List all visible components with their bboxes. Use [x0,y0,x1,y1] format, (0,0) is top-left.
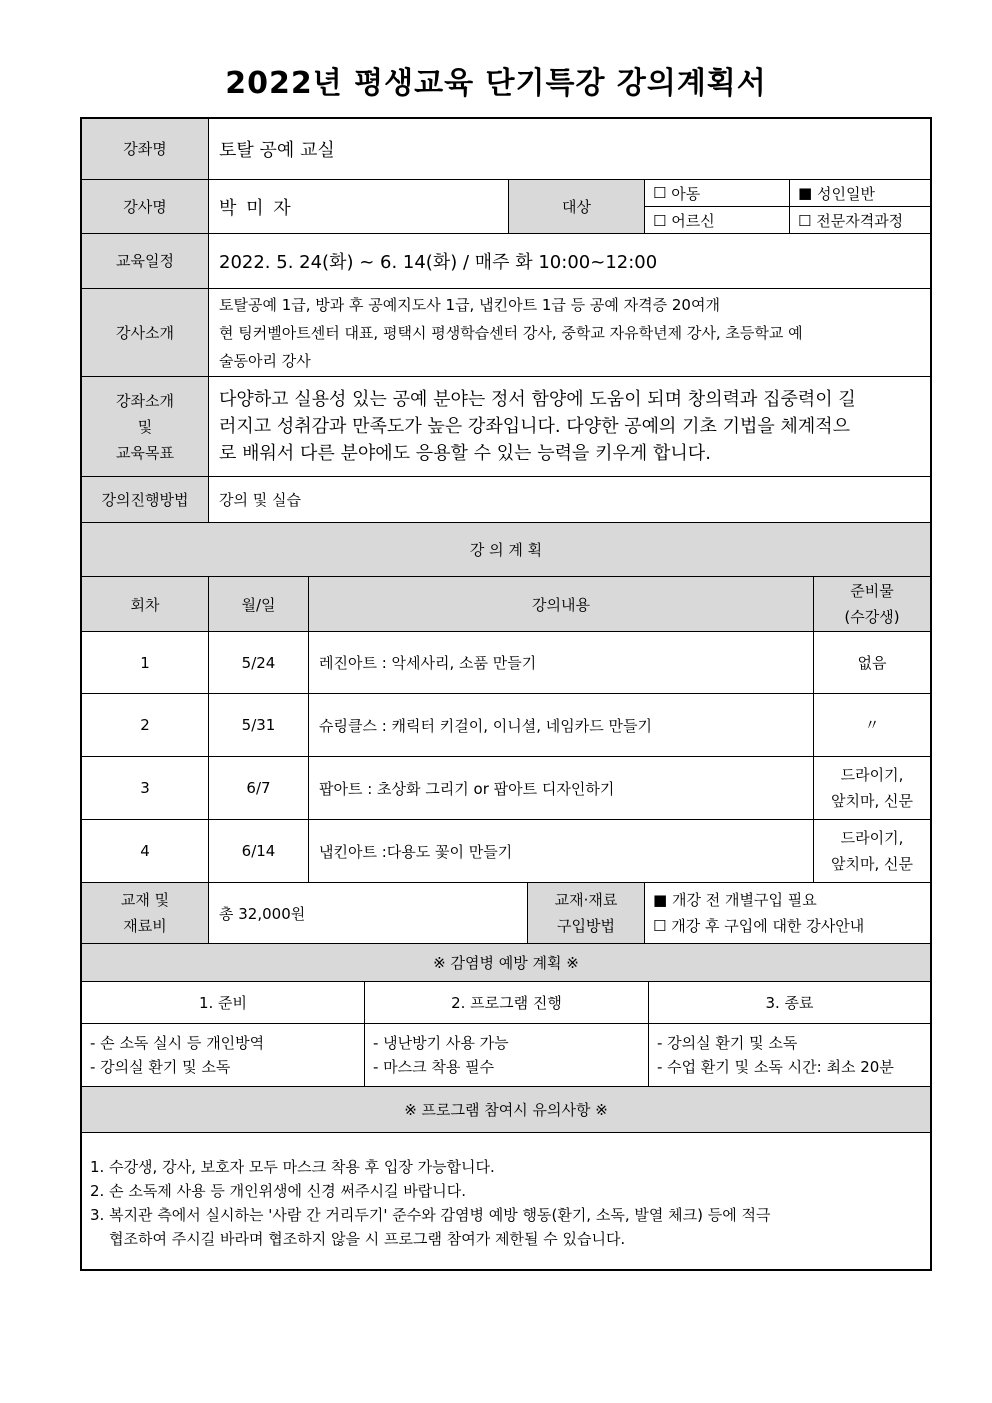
method-value: 강의 및 실습 [219,491,301,509]
prep-cell: 드라이기, 앞치마, 신문 [831,766,913,810]
note-line: 2. 손 소독제 사용 등 개인위생에 신경 써주시길 바랍니다. [90,1182,467,1200]
course-row [82,119,930,180]
prevention-items-row [82,1024,930,1087]
prevention-heading: ※ 감염병 예방 계획 ※ [433,954,579,972]
instructor-label: 강사명 [82,180,209,233]
course-label: 강좌명 [82,119,209,179]
lecture-plan-table [80,117,932,1271]
schedule-row [82,234,930,289]
content-cell: 레진아트 : 악세사리, 소품 만들기 [309,632,814,693]
plan-heading-row [82,523,930,577]
instructor-intro-text: 토탈공예 1급, 방과 후 공예지도사 1급, 냅킨아트 1급 등 공예 자격증 20여개 현 팅커벨아트센터 대표, 평택시 평생학습센터 강사, 중학교 자유학년제 강사, 초등학교 예 술동아리 강사 [219,295,803,370]
prep-cell: 〃 [864,716,880,734]
notes-heading-row [82,1087,930,1133]
round-cell: 3 [82,757,209,819]
method-row [82,477,930,523]
prevention-heading-row [82,944,930,982]
prevention-title-prepare: 1. 준비 [82,982,365,1023]
method-label: 강의진행방법 [82,477,209,522]
content-cell: 냅킨아트 :다용도 꽃이 만들기 [309,820,814,882]
prevention-title-progress: 2. 프로그램 진행 [365,982,649,1023]
content-cell: 슈링클스 : 캐릭터 키걸이, 이니셜, 네임카드 만들기 [309,694,814,756]
purchase-method-options [645,883,930,943]
round-cell: 1 [82,632,209,693]
plan-header-row [82,577,930,632]
prevention-title-end: 3. 종료 [765,994,814,1012]
materials-cost: 총 32,000원 [219,904,306,923]
table-row [82,632,930,694]
instructor-name: 박 미 자 [219,197,293,219]
table-row [82,820,930,883]
prevention-items-prepare: - 손 소독 실시 등 개인방역 - 강의실 환기 및 소독 [82,1024,365,1086]
prevention-titles-row [82,982,930,1024]
target-option-senior[interactable]: ☐ 어르신 [653,211,715,230]
note-line: 1. 수강생, 강사, 보호자 모두 마스크 착용 후 입장 가능합니다. [90,1158,495,1176]
target-option-adult[interactable]: ■ 성인일반 [798,184,875,203]
content-cell: 팝아트 : 초상화 그리기 or 팝아트 디자인하기 [309,757,814,819]
date-cell: 6/14 [209,820,309,882]
goals-text: 다양하고 실용성 있는 공예 분야는 정서 함양에 도움이 되며 창의력과 집중력이 길 러지고 성취감과 만족도가 높은 강좌입니다. 다양한 공예의 기초 기법을 체계적으 로 배워서 다른 분야에도 응용할 수 있는 능력을 키우게 합니다. [219,389,856,464]
schedule-label: 교육일정 [82,234,209,288]
goals-label: 강좌소개 및 교육목표 [82,377,209,476]
course-name: 토탈 공예 교실 [219,140,335,161]
target-options [645,180,930,234]
header-content: 강의내용 [309,577,814,631]
round-cell: 4 [82,820,209,882]
notes-heading: ※ 프로그램 참여시 유의사항 ※ [404,1101,608,1119]
table-row [82,694,930,757]
purchase-method-label: 교재·재료 구입방법 [527,883,645,943]
note-line: 협조하여 주시길 바라며 협조하지 않을 시 프로그램 참여가 제한될 수 있습니다. [90,1230,626,1248]
prep-cell: 없음 [857,653,887,672]
round-cell: 2 [82,694,209,756]
prep-cell: 드라이기, 앞치마, 신문 [831,829,913,873]
target-option-child[interactable]: ☐ 아동 [653,184,701,203]
purchase-option-before[interactable]: ■ 개강 전 개별구입 필요 [653,891,817,909]
date-cell: 5/31 [209,694,309,756]
header-prep: 준비물 (수강생) [844,582,900,626]
target-label: 대상 [508,180,645,233]
note-line: 3. 복지관 측에서 실시하는 '사람 간 거리두기' 준수와 감염병 예방 행동(환기, 소독, 발열 체크) 등에 적극 [90,1206,771,1224]
instructor-intro-row [82,289,930,377]
date-cell: 6/7 [209,757,309,819]
materials-row [82,883,930,944]
table-row [82,757,930,820]
materials-label: 교재 및 재료비 [82,883,209,943]
document-title: 2022년 평생교육 단기특강 강의계획서 [225,66,767,101]
header-round: 회차 [82,577,209,631]
purchase-option-after[interactable]: ☐ 개강 후 구입에 대한 강사안내 [653,917,865,935]
target-option-professional[interactable]: ☐ 전문자격과정 [798,211,904,230]
schedule-value: 2022. 5. 24(화) ~ 6. 14(화) / 매주 화 10:00~12:00 [219,252,658,273]
plan-heading: 강 의 계 획 [469,541,543,559]
header-date: 월/일 [209,577,309,631]
goals-row [82,377,930,477]
date-cell: 5/24 [209,632,309,693]
instructor-intro-label: 강사소개 [82,289,209,376]
prevention-items-progress: - 냉난방기 사용 가능 - 마스크 착용 필수 [365,1024,649,1086]
prevention-items-end: - 강의실 환기 및 소독 - 수업 환기 및 소독 시간: 최소 20분 [657,1034,894,1076]
notes-body [82,1133,930,1269]
instructor-row [82,180,930,234]
